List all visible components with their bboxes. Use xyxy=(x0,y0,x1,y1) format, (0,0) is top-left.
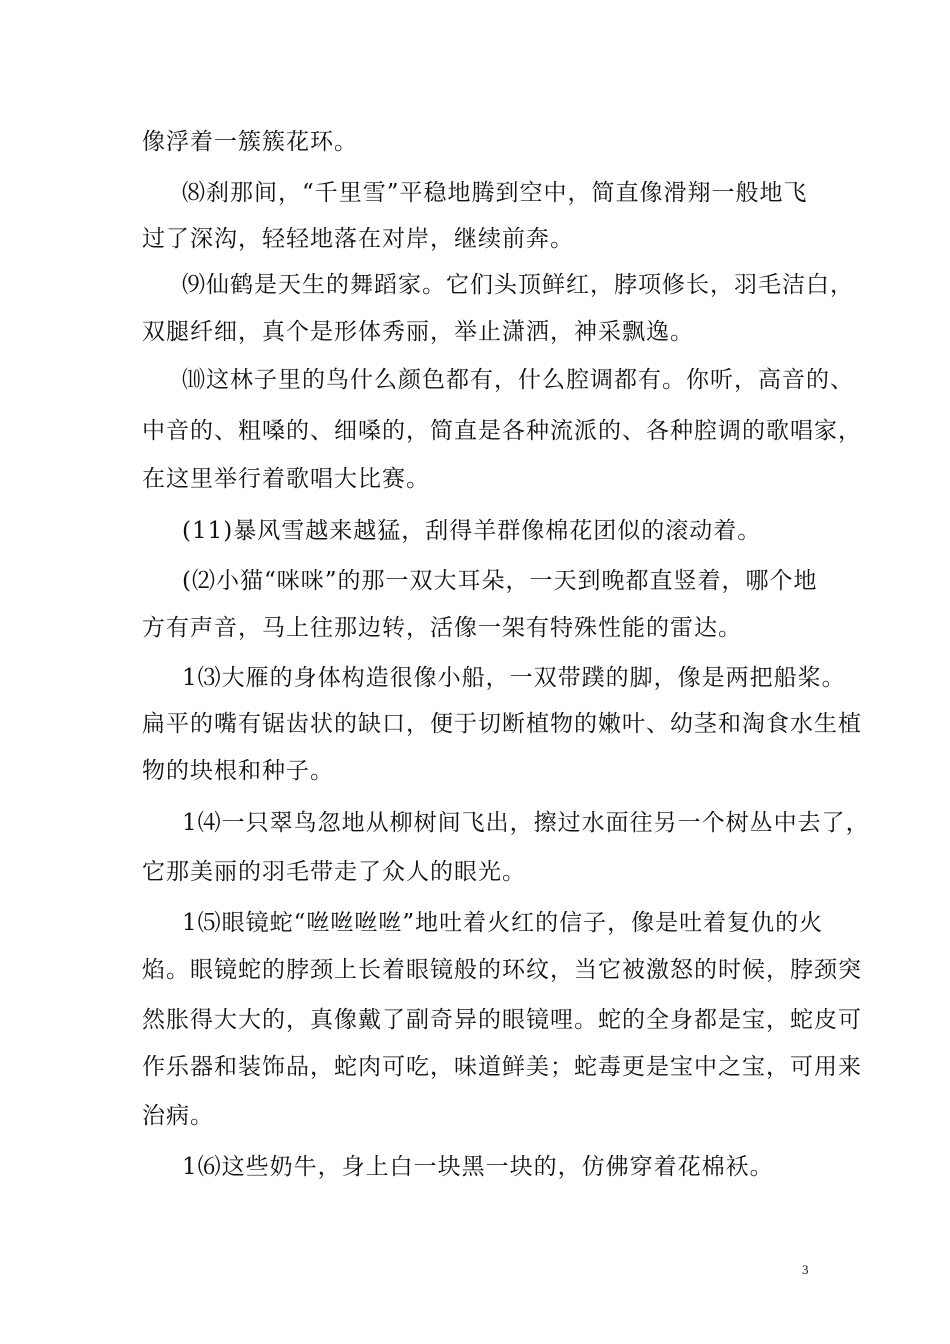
paragraph-line: ⑼仙鹤是天生的舞蹈家。它们头顶鲜红，脖项修长，羽毛洁白， xyxy=(182,272,854,298)
paragraph-line: 1⑷一只翠鸟忽地从柳树间飞出，擦过水面往另一个树丛中去了， xyxy=(182,810,870,836)
paragraph-line: ⑽这林子里的鸟什么颜色都有，什么腔调都有。你听，高音的、 xyxy=(182,367,854,393)
paragraph-line: 过了深沟，轻轻地落在对岸，继续前奔。 xyxy=(142,226,574,252)
paragraph-line: 然胀得大大的，真像戴了副奇异的眼镜哩。蛇的全身都是宝，蛇皮可 xyxy=(142,1007,862,1033)
paragraph-line: 1⑹这些奶牛，身上白一块黑一块的，仿佛穿着花棉袄。 xyxy=(182,1154,774,1180)
paragraph-line: 在这里举行着歌唱大比赛。 xyxy=(142,466,430,492)
paragraph-line: 焰。眼镜蛇的脖颈上长着眼镜般的环纹，当它被激怒的时候，脖颈突 xyxy=(142,957,862,983)
paragraph-line: (11)暴风雪越来越猛，刮得羊群像棉花团似的滚动着。 xyxy=(182,518,762,544)
page-number: 3 xyxy=(802,1262,809,1277)
paragraph-line: 物的块根和种子。 xyxy=(142,758,334,784)
paragraph-line: 方有声音，马上往那边转，活像一架有特殊性能的雷达。 xyxy=(142,615,742,641)
paragraph-line: 1⑶大雁的身体构造很像小船，一双带蹼的脚，像是两把船桨。 xyxy=(182,665,846,691)
paragraph-line: 它那美丽的羽毛带走了众人的眼光。 xyxy=(142,859,526,885)
paragraph-line: 治病。 xyxy=(142,1103,214,1129)
paragraph-line: 1⑸眼镜蛇“咝咝咝咝”地吐着火红的信子，像是吐着复仇的火 xyxy=(182,910,824,936)
paragraph-line: 双腿纤细，真个是形体秀丽，举止潇洒，神采飘逸。 xyxy=(142,319,694,345)
paragraph-line: (⑵小猫“咪咪”的那一双大耳朵，一天到晚都直竖着，哪个地 xyxy=(182,568,818,594)
paragraph-line: ⑻刹那间，“千里雪”平稳地腾到空中，简直像滑翔一般地飞 xyxy=(182,180,808,206)
paragraph-line: 作乐器和装饰品，蛇肉可吃，味道鲜美；蛇毒更是宝中之宝，可用来 xyxy=(142,1054,862,1080)
paragraph-line: 像浮着一簇簇花环。 xyxy=(142,129,358,155)
paragraph-line: 扁平的嘴有锯齿状的缺口，便于切断植物的嫩叶、幼茎和淘食水生植 xyxy=(142,711,862,737)
paragraph-line: 中音的、粗嗓的、细嗓的，简直是各种流派的、各种腔调的歌唱家， xyxy=(142,418,862,444)
